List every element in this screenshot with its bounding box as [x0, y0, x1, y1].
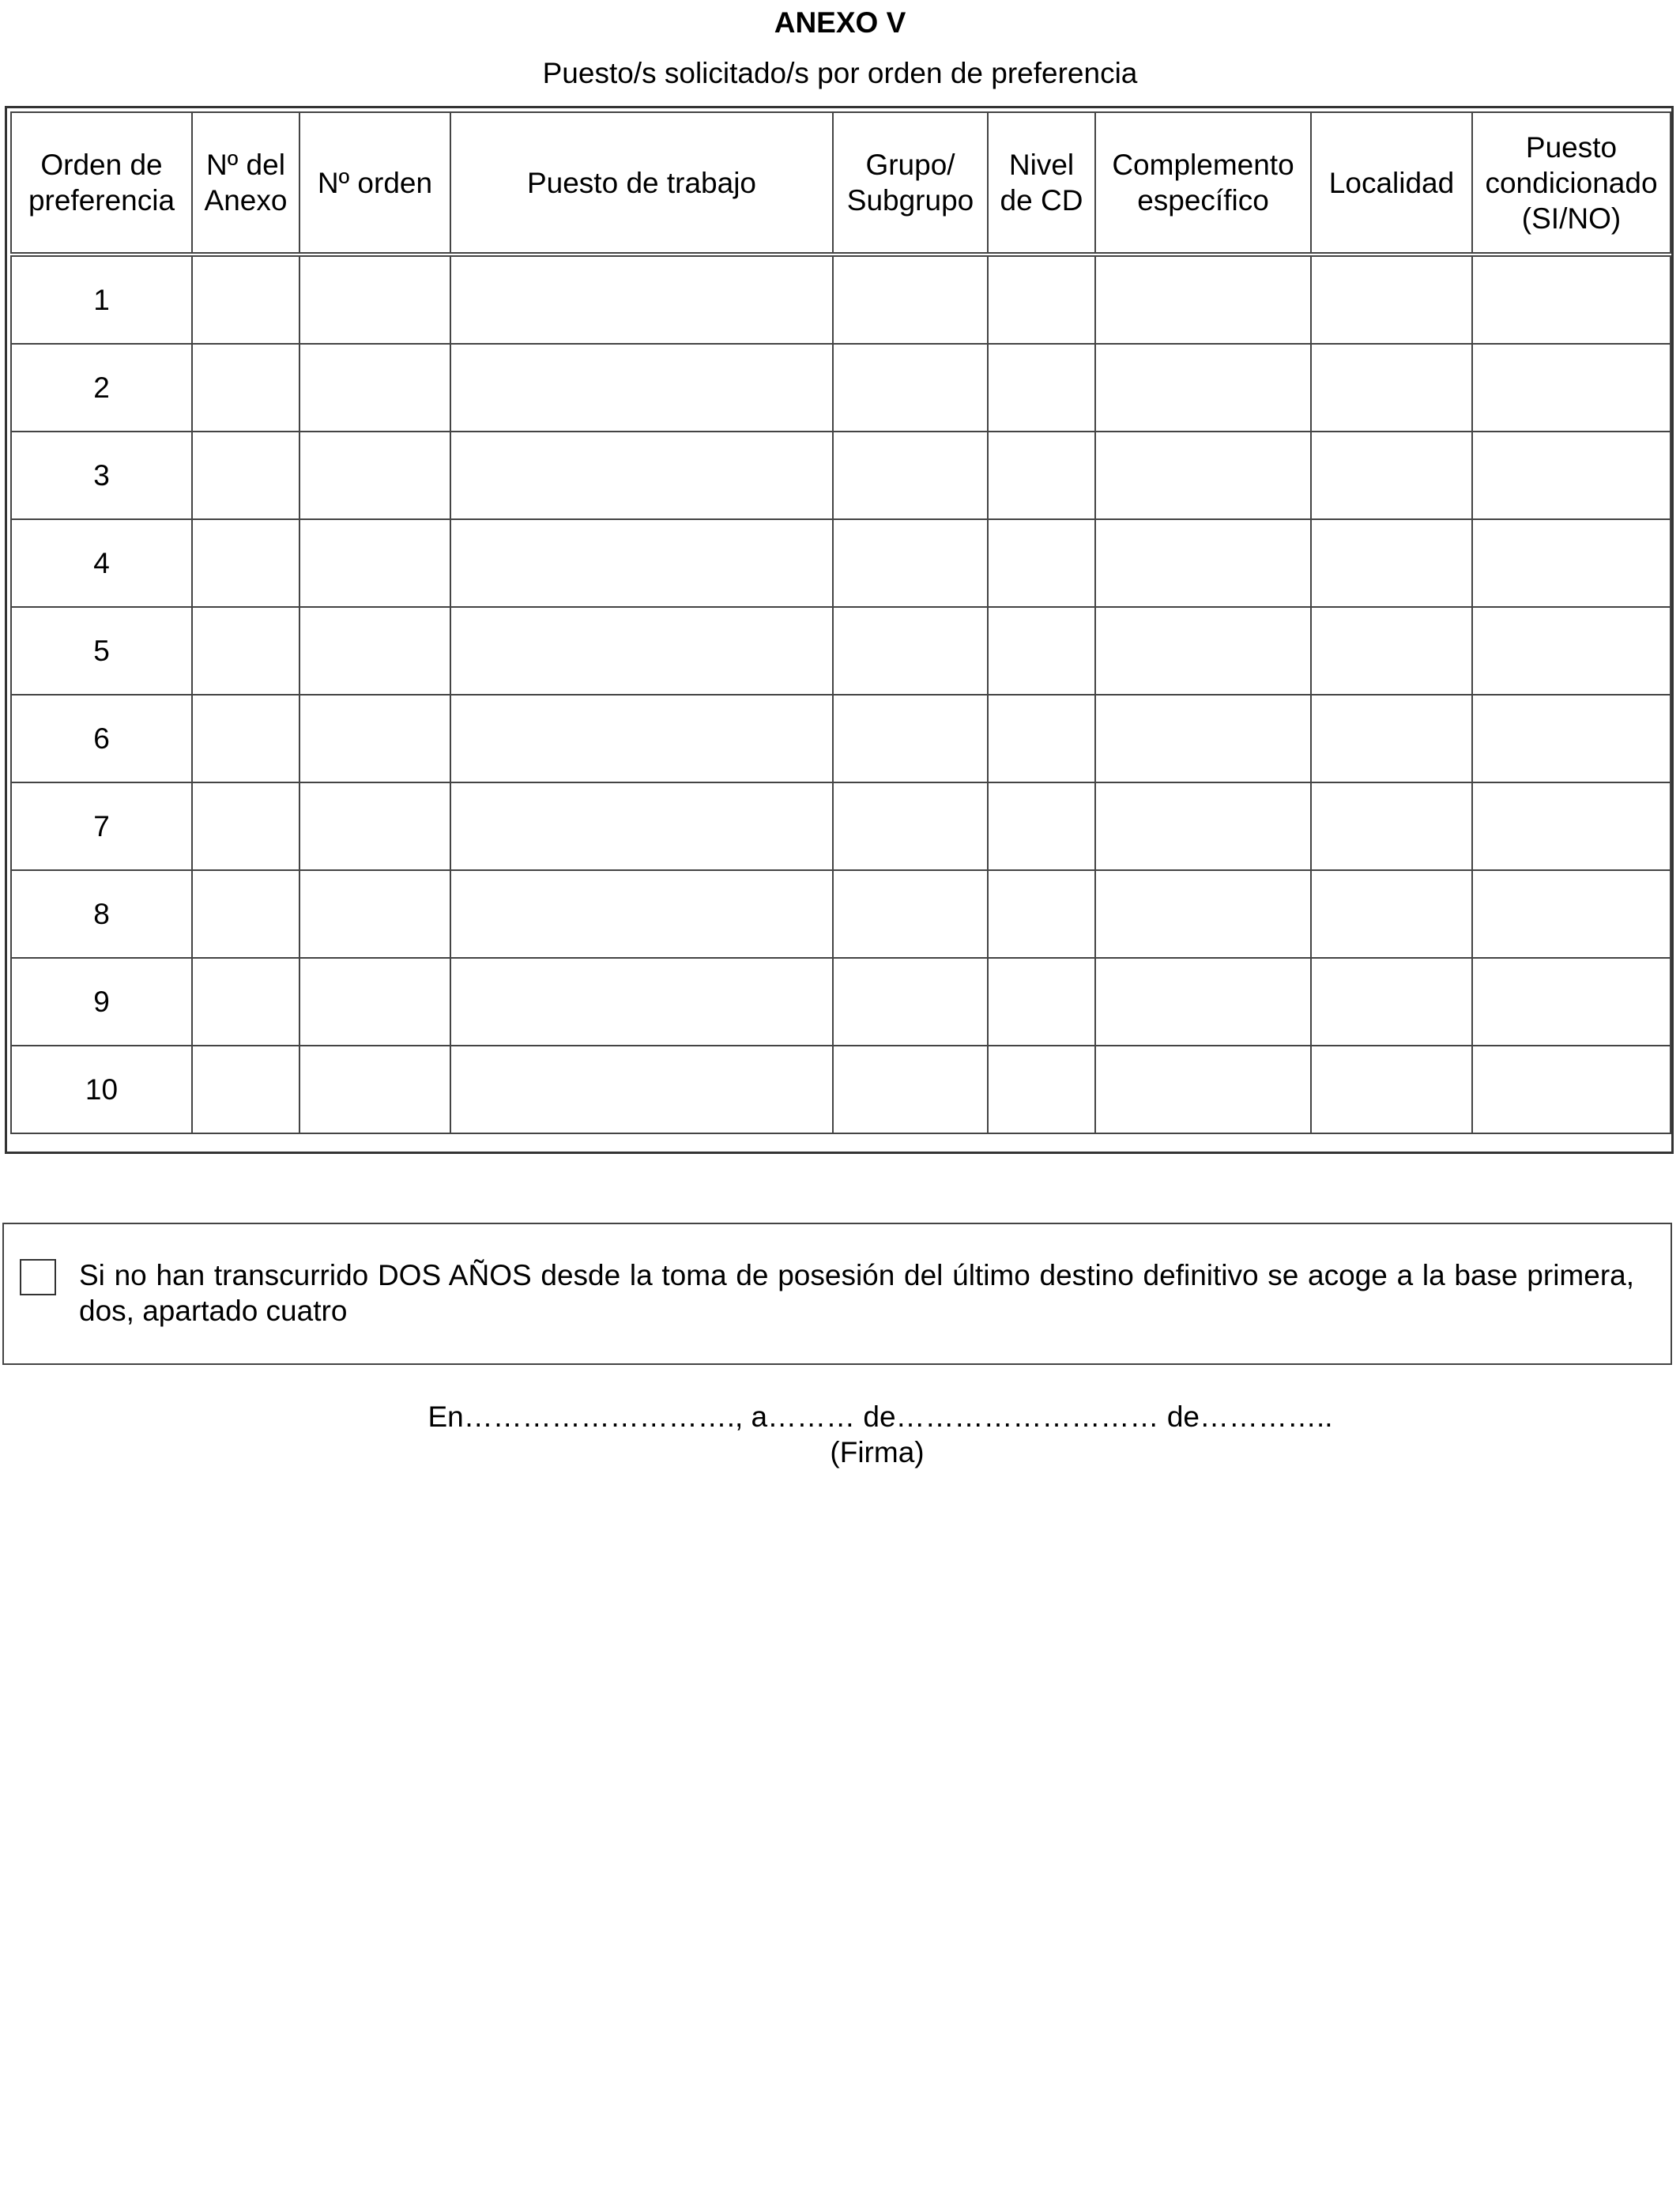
cell-numero-anexo[interactable] — [192, 432, 299, 519]
column-header-orden-preferencia: Orden de preferencia — [11, 112, 192, 254]
cell-localidad[interactable] — [1311, 344, 1472, 432]
cell-numero-orden[interactable] — [299, 344, 450, 432]
cell-nivel-cd[interactable] — [988, 958, 1095, 1046]
cell-grupo-subgrupo[interactable] — [833, 695, 988, 782]
cell-puesto-trabajo[interactable] — [450, 344, 833, 432]
table-row — [11, 607, 1671, 695]
column-header-localidad: Localidad — [1311, 112, 1472, 254]
cell-numero-anexo[interactable] — [192, 958, 299, 1046]
cell-localidad[interactable] — [1311, 782, 1472, 870]
cell-puesto-trabajo[interactable] — [450, 432, 833, 519]
cell-localidad[interactable] — [1311, 1046, 1472, 1133]
cell-puesto-trabajo[interactable] — [450, 958, 833, 1046]
table-row — [11, 782, 1671, 870]
cell-numero-anexo[interactable] — [192, 254, 299, 344]
cell-localidad[interactable] — [1311, 432, 1472, 519]
cell-nivel-cd[interactable] — [988, 607, 1095, 695]
column-header-puesto-condicionado: Puesto condicionado (SI/NO) — [1472, 112, 1671, 254]
cell-grupo-subgrupo[interactable] — [833, 1046, 988, 1133]
row-order-number: 5 — [11, 607, 192, 695]
cell-puesto-condicionado[interactable] — [1472, 344, 1671, 432]
cell-complemento-especifico[interactable] — [1095, 958, 1311, 1046]
cell-complemento-especifico[interactable] — [1095, 782, 1311, 870]
document-title: ANEXO V — [774, 6, 906, 39]
row-order-number: 2 — [11, 344, 192, 432]
table-row — [11, 958, 1671, 1046]
column-header-complemento-especifico: Complemento específico — [1095, 112, 1311, 254]
cell-numero-orden[interactable] — [299, 519, 450, 607]
cell-numero-anexo[interactable] — [192, 519, 299, 607]
row-order-number: 3 — [11, 432, 192, 519]
cell-numero-orden[interactable] — [299, 432, 450, 519]
row-order-number: 10 — [11, 1046, 192, 1133]
preferences-table — [10, 111, 1671, 1134]
cell-complemento-especifico[interactable] — [1095, 432, 1311, 519]
cell-complemento-especifico[interactable] — [1095, 519, 1311, 607]
cell-puesto-condicionado[interactable] — [1472, 695, 1671, 782]
row-order-number: 7 — [11, 782, 192, 870]
cell-numero-anexo[interactable] — [192, 1046, 299, 1133]
cell-puesto-condicionado[interactable] — [1472, 958, 1671, 1046]
cell-numero-anexo[interactable] — [192, 782, 299, 870]
cell-puesto-trabajo[interactable] — [450, 695, 833, 782]
cell-numero-anexo[interactable] — [192, 695, 299, 782]
column-header-grupo-subgrupo: Grupo/ Subgrupo — [833, 112, 988, 254]
cell-puesto-condicionado[interactable] — [1472, 870, 1671, 958]
cell-localidad[interactable] — [1311, 958, 1472, 1046]
table-header-row — [11, 112, 1671, 254]
cell-puesto-condicionado[interactable] — [1472, 432, 1671, 519]
cell-nivel-cd[interactable] — [988, 782, 1095, 870]
row-order-number: 4 — [11, 519, 192, 607]
cell-grupo-subgrupo[interactable] — [833, 519, 988, 607]
column-header-puesto-trabajo: Puesto de trabajo — [450, 112, 833, 254]
cell-puesto-trabajo[interactable] — [450, 254, 833, 344]
cell-nivel-cd[interactable] — [988, 1046, 1095, 1133]
table-row — [11, 1046, 1671, 1133]
cell-nivel-cd[interactable] — [988, 519, 1095, 607]
cell-localidad[interactable] — [1311, 519, 1472, 607]
cell-numero-anexo[interactable] — [192, 344, 299, 432]
row-order-number: 1 — [11, 254, 192, 344]
table-row — [11, 432, 1671, 519]
cell-localidad[interactable] — [1311, 254, 1472, 344]
cell-numero-orden[interactable] — [299, 607, 450, 695]
cell-complemento-especifico[interactable] — [1095, 254, 1311, 344]
table-row — [11, 870, 1671, 958]
table-row — [11, 519, 1671, 607]
cell-nivel-cd[interactable] — [988, 870, 1095, 958]
cell-nivel-cd[interactable] — [988, 432, 1095, 519]
cell-localidad[interactable] — [1311, 607, 1472, 695]
cell-complemento-especifico[interactable] — [1095, 1046, 1311, 1133]
cell-grupo-subgrupo[interactable] — [833, 254, 988, 344]
column-header-nivel-cd: Nivel de CD — [988, 112, 1095, 254]
cell-numero-orden[interactable] — [299, 870, 450, 958]
cell-grupo-subgrupo[interactable] — [833, 958, 988, 1046]
cell-numero-orden[interactable] — [299, 782, 450, 870]
cell-puesto-trabajo[interactable] — [450, 607, 833, 695]
cell-complemento-especifico[interactable] — [1095, 695, 1311, 782]
place-date-line: En………………………., a……… de……………………… de………….. — [428, 1400, 1333, 1433]
cell-localidad[interactable] — [1311, 870, 1472, 958]
preferences-table-frame — [5, 106, 1674, 1154]
acoge-base-checkbox[interactable] — [20, 1259, 56, 1295]
signature-caption: (Firma) — [830, 1436, 925, 1468]
table-body — [11, 254, 1671, 1133]
cell-numero-anexo[interactable] — [192, 607, 299, 695]
cell-localidad[interactable] — [1311, 695, 1472, 782]
row-order-number: 6 — [11, 695, 192, 782]
cell-puesto-trabajo[interactable] — [450, 1046, 833, 1133]
cell-puesto-trabajo[interactable] — [450, 519, 833, 607]
cell-numero-orden[interactable] — [299, 695, 450, 782]
cell-nivel-cd[interactable] — [988, 254, 1095, 344]
cell-puesto-trabajo[interactable] — [450, 782, 833, 870]
cell-puesto-condicionado[interactable] — [1472, 607, 1671, 695]
cell-numero-orden[interactable] — [299, 254, 450, 344]
cell-complemento-especifico[interactable] — [1095, 607, 1311, 695]
cell-nivel-cd[interactable] — [988, 344, 1095, 432]
notice-text: Si no han transcurrido DOS AÑOS desde la toma de posesión del último destino definitivo se acoge a la base primera, dos, apartado cuatro — [79, 1259, 1634, 1327]
cell-nivel-cd[interactable] — [988, 695, 1095, 782]
table-row — [11, 254, 1671, 344]
cell-grupo-subgrupo[interactable] — [833, 607, 988, 695]
cell-grupo-subgrupo[interactable] — [833, 782, 988, 870]
cell-puesto-condicionado[interactable] — [1472, 1046, 1671, 1133]
cell-numero-orden[interactable] — [299, 1046, 450, 1133]
column-header-numero-orden: Nº orden — [299, 112, 450, 254]
cell-grupo-subgrupo[interactable] — [833, 432, 988, 519]
column-header-numero-anexo: Nº del Anexo — [192, 112, 299, 254]
cell-numero-orden[interactable] — [299, 958, 450, 1046]
table-row — [11, 695, 1671, 782]
cell-complemento-especifico[interactable] — [1095, 870, 1311, 958]
row-order-number: 8 — [11, 870, 192, 958]
dos-anos-notice — [2, 1223, 1672, 1365]
document-subtitle: Puesto/s solicitado/s por orden de preferencia — [542, 57, 1138, 89]
table-row — [11, 344, 1671, 432]
cell-puesto-condicionado[interactable] — [1472, 519, 1671, 607]
cell-puesto-condicionado[interactable] — [1472, 254, 1671, 344]
row-order-number: 9 — [11, 958, 192, 1046]
cell-grupo-subgrupo[interactable] — [833, 344, 988, 432]
cell-puesto-condicionado[interactable] — [1472, 782, 1671, 870]
cell-complemento-especifico[interactable] — [1095, 344, 1311, 432]
cell-grupo-subgrupo[interactable] — [833, 870, 988, 958]
cell-numero-anexo[interactable] — [192, 870, 299, 958]
cell-puesto-trabajo[interactable] — [450, 870, 833, 958]
